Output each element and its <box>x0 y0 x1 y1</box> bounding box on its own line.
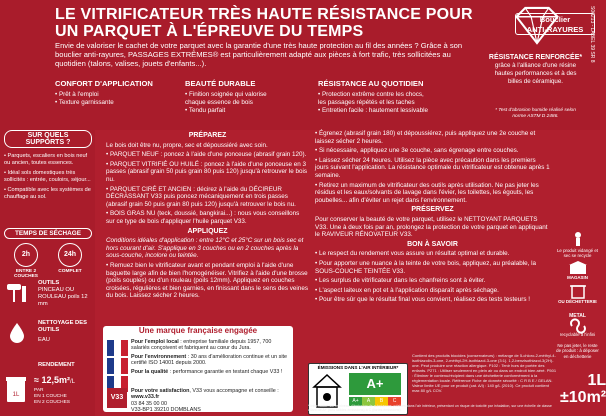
resistance-note: * Test d'abrasion humide réalisé selon norme ASTM D 2486. <box>495 108 576 119</box>
recycle-loop-icon <box>569 320 587 332</box>
brand-row-label: Pour l'environnement <box>131 353 187 360</box>
cleaning-title: NETTOYAGE DES OUTILS <box>38 320 87 333</box>
drying-2h-label: ENTRE 2 COUCHES <box>14 269 38 279</box>
triman-text: Le produit vidangé et sec se recycle <box>556 248 598 259</box>
yield-sub: PAR <box>34 388 44 393</box>
feature-resistance <box>318 80 473 115</box>
badge-line-2: ANTI-RAYURES <box>526 25 584 34</box>
drying-24h: 24h <box>58 243 82 267</box>
scale-a: A <box>362 397 375 406</box>
drying-2h: 2h <box>14 243 38 267</box>
brand-row-label: Pour votre satisfaction <box>131 388 190 394</box>
store-label: MAGASIN <box>567 275 588 281</box>
cleaning-text: EAU <box>38 337 50 343</box>
feature-item: • Texture garnissante <box>55 99 114 106</box>
resistance-title: RÉSISTANCE RENFORCÉE* <box>488 54 583 61</box>
feature-item: chaque essence de bois <box>185 99 253 106</box>
feature-item: • Prêt à l'emploi <box>55 91 99 98</box>
prep-item: • BOIS GRAS NU (teck, doussié, bangkirai...) : nous vous conseillons sur ce type de bois d'appliquer l'huile parquet V33. <box>106 210 300 225</box>
brand-commitment-panel <box>103 326 293 412</box>
apply-item: • Retirez un maximum de vitrificateur des outils après utilisation. Ne pas jeter les résidus et les eaux/solvants de lavage dans l'évier, les toilettes, les égouts, les poubelles... afin d'éviter un rejet dans l'environnement. <box>315 181 539 204</box>
drying-24h-label: COMPLET <box>58 269 82 274</box>
instructions-col-2 <box>315 130 550 306</box>
support-item: • Idéal sols domestiques très sollicités : entrée, couloirs, séjour... <box>4 170 91 183</box>
emissions-grade: A+ <box>349 373 401 395</box>
yield-value: ≈ 12,5m² <box>34 375 70 385</box>
know-item: • Pour être sûr que le résultat final vous convient, réalisez des tests testeurs ! <box>315 296 531 304</box>
prep-item: • PARQUET NEUF : poncez à l'aide d'une ponceuse (abrasif grain 120). <box>106 151 307 159</box>
emissions-note: * Information sur le niveau d'émission de substances volatiles dans l'air intérieur, présentant un risque de toxicité par inhalation, sur une échelle de classe allant de A+ (très faibles émissions) à C (fortes émissions). <box>308 404 552 413</box>
yield-section <box>4 362 92 406</box>
apply-item: • Si nécessaire, appliquez une 3e couche, sans égrenage entre couches. <box>315 147 519 155</box>
yield-per: /L <box>69 379 75 385</box>
tools-text: PINCEAU OU ROULEAU poils 12 mm <box>38 287 88 307</box>
supports-title: SUR QUELS SUPPORTS ? <box>4 130 92 148</box>
know-heading: BON À SAVOIR <box>407 240 458 248</box>
brand-row-label: Pour l'emploi local <box>131 339 179 345</box>
preserve-text: Pour conserver la beauté de votre parquet, utilisez le NETTOYANT PARQUETS V33. Une à deux fois par an, prolongez la protection de votre parquet en appliquant le RAVIVEUR RÉNOVATEUR V33. <box>315 215 548 239</box>
scale-c: C <box>388 397 401 406</box>
know-item: • Pour apporter une nuance à la teinte de votre bois, appliquez, au préalable, la SOUS-COUCHE TEINTÉE V33. <box>315 259 536 275</box>
cleaning-section <box>4 320 92 344</box>
apply-heading: APPLIQUEZ <box>187 227 228 235</box>
feature-title: CONFORT D'APPLICATION <box>55 79 153 88</box>
brand-row-text: : 30 ans d'amélioration continue et un site certifié ISO 14001 depuis 2000. <box>131 353 288 367</box>
drying-title: TEMPS DE SÉCHAGE <box>4 228 92 239</box>
brand-phone: 03 84 35 00 00 <box>131 400 167 407</box>
intro-text: Envie de valoriser le cachet de votre parquet avec la garantie d'une très haute protection au fil des années ? Grâce à son bouclier anti-rayures, PASSAGES EXTRÊMES® est particulièrement adapté aux pièces à fort trafic, très sollicitées au quotidien (talons, valises, jouets d'enfants...). <box>55 41 463 68</box>
volume-coverage: ±10m² <box>560 389 606 406</box>
support-item: • Parquets, escaliers en bois neuf ou ancien, toutes essences. <box>4 153 88 166</box>
brand-panel-title: Une marque française engagée <box>138 326 258 335</box>
feature-confort <box>55 80 185 107</box>
leftover-text: Ne pas jeter, le reste de produit : à déposer en déchetterie <box>556 343 599 359</box>
svg-text:1L: 1L <box>12 392 20 398</box>
apply-item: • Égrenez (abrasif grain 180) et dépoussiérez, puis appliquez une 2e couche et laissez sécher 2 heures. <box>315 130 536 145</box>
feature-item: • Entretien facile : hautement lessivable <box>318 107 429 114</box>
store-icon <box>569 261 587 275</box>
feature-item: • Tendu parfait <box>185 107 226 114</box>
badge-line-1: Bouclier <box>539 15 571 24</box>
side-code: S06213 - LABEL 39 SR 8 <box>589 6 595 63</box>
feature-title: BEAUTÉ DURABLE <box>185 79 256 88</box>
prep-heading: PRÉPAREZ <box>188 132 227 139</box>
brand-row-text: , V33 vous accompagne et conseille : <box>189 388 279 394</box>
know-item: • Les surplus de vitrificateur dans les chanfreins sont à éviter. <box>315 277 486 285</box>
feature-item: • Protection extrême contre les chocs, <box>318 91 424 98</box>
brand-website[interactable]: www.v33.fr <box>131 394 160 401</box>
flag-icon <box>107 340 128 356</box>
brand-address: V33-BP1 39210 DOMBLANS <box>131 407 201 414</box>
waste-icon <box>569 283 587 299</box>
yield-note-2: EN 2 COUCHES <box>34 400 70 405</box>
apply-conditions: Conditions idéales d'application : entre 12°C et 25°C sur un bois sec et hors courant d'air. S'applique en 3 couches ou en 2 couches après la sous-couche, incolore ou teintée. <box>106 237 304 260</box>
waste-label: OU DÉCHETTERIE <box>558 298 597 304</box>
tools-title: OUTILS <box>38 280 60 286</box>
apply-item: • Laissez sécher 24 heures. Utilisez la pièce avec précaution dans les premiers jours suivant l'application. La résistance optimale du vitrificateur est obtenue après 1 semaine. <box>315 156 550 179</box>
preserve-heading: PRÉSERVEZ <box>411 206 454 214</box>
feature-item: • Finition soignée qui valorise <box>185 91 267 98</box>
paint-can-icon <box>4 374 28 404</box>
v33-logo: V33 <box>107 388 127 408</box>
instructions-col-1 <box>106 130 309 302</box>
know-item: • L'aspect laiteux en pot et à l'application disparaît après séchage. <box>315 286 499 294</box>
composition-text: Contient des produits biocides (conservateurs) : mélange de 5-chloro-2-méthyl-4-isothiazolin-3-one, 2-méthyl-2H-isothiazol-3-one (3:1). 1,2-benzisothiazol-3(2H)-one. Peut produire une réaction allergique. P102 : Tenir hors de portée des enfants. P271 : Utiliser seulement en plein air ou dans un endroit bien aéré. P501 : Éliminer le contenu/récipient dans une déchetterie conformément à la réglementation locale. Référence Fiche de donnée sécurité : C R B E / GELAN. Valeur limite UE pour ce produit (cat. A/i) : 140 g/L (2010). Ce produit contient max 80 g/L COV. <box>412 353 557 393</box>
yield-title: RENDEMENT <box>38 362 75 368</box>
know-item: • Le respect du rendement vous assure un résultat optimal et durable. <box>315 250 510 258</box>
supports-section <box>4 130 92 201</box>
drying-section <box>4 228 92 279</box>
tools-section <box>4 280 92 308</box>
title-line-1: LE VITRIFICATEUR TRÈS HAUTE RÉSISTANCE POUR <box>55 6 473 23</box>
volume-liters: 1L <box>587 372 606 389</box>
prep-item: • PARQUET VITRIFIÉ OU HUILÉ : poncez à l'aide d'une ponceuse en 3 passes (abrasif grain 50 puis grain 80 puis 120) jusqu'à retrouver le bois nu. <box>106 160 308 183</box>
feature-beaute <box>185 80 315 115</box>
support-item: • Compatible avec les systèmes de chauffage au sol. <box>4 187 91 200</box>
prep-intro: Le bois doit être nu, propre, sec et dépoussiéré avec soin. <box>106 141 268 149</box>
emissions-title: ÉMISSIONS DANS L'AIR INTÉRIEUR* <box>317 365 399 370</box>
water-drop-icon <box>8 322 26 344</box>
feature-item: les passages répétés et les taches <box>318 99 415 106</box>
scale-b: B <box>375 397 388 406</box>
resistance-block <box>488 54 583 86</box>
triman-icon <box>568 228 588 248</box>
prep-item: • PARQUET CIRÉ ET ANCIEN : décirez à l'aide du DÉCIREUR DÉCRASSANT V33 puis poncez mécaniquement en trois passes (abrasif grain 50 puis grain 80 puis 120) jusqu'à retrouver le bois nu. <box>106 185 296 208</box>
volume-block <box>560 372 606 406</box>
feature-title: RÉSISTANCE AU QUOTIDIEN <box>318 79 424 88</box>
metal-sub: recyclable à l'infini <box>559 332 596 338</box>
resistance-text: grâce à l'alliance d'une résine hautes performances et à des billes de céramique. <box>494 62 577 85</box>
flag-icon <box>107 358 128 374</box>
recycling-column <box>555 228 600 359</box>
apply-item: • Remuez bien le vitrificateur avant et pendant emploi à l'aide d'une baguette large afin de bien l'homogénéiser. Vitrifiez à l'aide d'une brosse (poils souples) ou d'un rouleau (poils 12mm). Appliquez en couches croisées, régulières et bien garnies, en finissant dans le sens des veines du bois. Laissez sécher 2 heures. <box>106 261 308 300</box>
page-title <box>55 6 475 40</box>
yield-note: EN 1 COUCHE <box>34 394 67 399</box>
title-line-2: UN PARQUET À L'ÉPREUVE DU TEMPS <box>55 23 364 40</box>
brand-row-text: : entreprise familiale depuis 1957, 700 salariés conçoivent et fabriquent au cœur du Jura. <box>131 339 272 352</box>
brand-row-text: : performance garantie en testant chaque V33 ! <box>168 368 283 375</box>
anti-scratch-badge <box>515 13 595 35</box>
brush-roller-icon <box>4 282 30 308</box>
brand-row-label: Pour la qualité <box>131 368 169 375</box>
scale-a-plus: A+ <box>349 397 362 406</box>
metal-label: METAL <box>569 312 586 319</box>
